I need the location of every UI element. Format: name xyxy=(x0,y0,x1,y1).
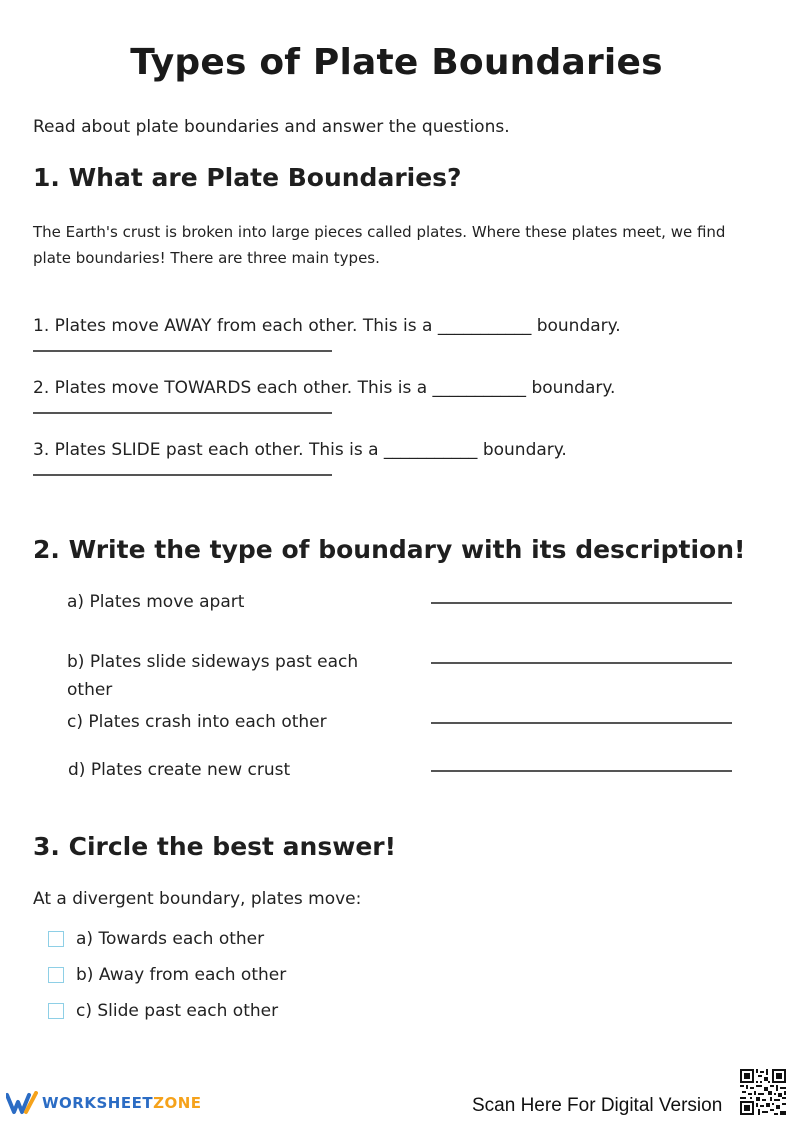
answer-line-3[interactable] xyxy=(33,474,332,476)
option-c-label: c) Slide past each other xyxy=(76,1001,279,1021)
intro-text: Read about plate boundaries and answer the questions. xyxy=(33,117,510,137)
fill-question-1: 1. Plates move AWAY from each other. This is a ___________ boundary. xyxy=(33,316,621,336)
page-title: Types of Plate Boundaries xyxy=(130,42,663,83)
match-item-d: d) Plates create new crust xyxy=(68,760,291,780)
section2-heading: 2. Write the type of boundary with its description! xyxy=(33,535,746,564)
qr-code-icon[interactable] xyxy=(740,1069,786,1115)
match-item-a: a) Plates move apart xyxy=(67,592,245,612)
match-item-c: c) Plates crash into each other xyxy=(67,712,327,732)
match-answer-line-c[interactable] xyxy=(431,722,732,724)
match-answer-line-a[interactable] xyxy=(431,602,732,604)
answer-line-1[interactable] xyxy=(33,350,332,352)
match-answer-line-b[interactable] xyxy=(431,662,732,664)
option-a[interactable] xyxy=(48,929,264,949)
option-b-label: b) Away from each other xyxy=(76,965,287,985)
brand-logo xyxy=(6,1091,202,1115)
match-answer-line-d[interactable] xyxy=(431,770,732,772)
match-item-b: b) Plates slide sideways past each other xyxy=(67,652,359,700)
section1-heading: 1. What are Plate Boundaries? xyxy=(33,163,462,192)
brand-zone: ZONE xyxy=(153,1094,202,1112)
fill-question-3: 3. Plates SLIDE past each other. This is a ___________ boundary. xyxy=(33,440,567,460)
checkbox-icon[interactable] xyxy=(48,931,64,947)
option-b[interactable] xyxy=(48,965,286,985)
fill-question-2: 2. Plates move TOWARDS each other. This is a ___________ boundary. xyxy=(33,378,616,398)
worksheetzone-logo-icon xyxy=(6,1091,38,1115)
section3-heading: 3. Circle the best answer! xyxy=(33,832,397,861)
answer-line-2[interactable] xyxy=(33,412,332,414)
section1-paragraph: The Earth's crust is broken into large pieces called plates. Where these plates meet, we find plate boundaries! There are three main types. xyxy=(33,223,726,267)
option-c[interactable] xyxy=(48,1001,278,1021)
option-a-label: a) Towards each other xyxy=(76,929,265,949)
checkbox-icon[interactable] xyxy=(48,967,64,983)
mc-question-stem: At a divergent boundary, plates move: xyxy=(33,889,362,909)
scan-text: Scan Here For Digital Version xyxy=(472,1095,723,1116)
brand-worksheet: WORKSHEET xyxy=(42,1094,154,1112)
checkbox-icon[interactable] xyxy=(48,1003,64,1019)
